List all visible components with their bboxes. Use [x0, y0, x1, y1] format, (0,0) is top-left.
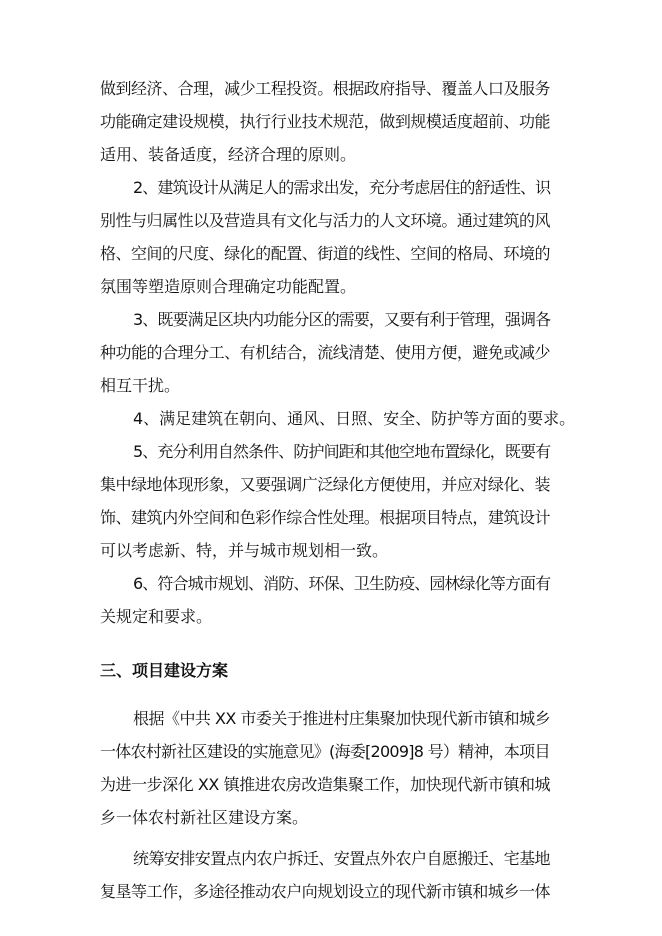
- text-line: 种功能的合理分工、有机结合，流线清楚、使用方便，避免或减少: [100, 343, 551, 362]
- text-line: 饰、建筑内外空间和色彩作综合性处理。根据项目特点，建筑设计: [100, 508, 551, 527]
- text-line: 格、空间的尺度、绿化的配置、街道的线性、空间的格局、环境的: [100, 244, 551, 263]
- text-line: 6、符合城市规划、消防、环保、卫生防疫、园林绿化等方面有: [133, 574, 551, 593]
- text-line: 别性与归属性以及营造具有文化与活力的人文环境。通过建筑的风: [100, 211, 551, 230]
- text-line: 集中绿地体现形象，又要强调广泛绿化方便使用，并应对绿化、装: [100, 475, 551, 494]
- text-line: 根据《中共 XX 市委关于推进村庄集聚加快现代新市镇和城乡: [133, 709, 551, 728]
- text-line: 乡一体农村新社区建设方案。: [100, 808, 309, 827]
- text-line: 5、充分利用自然条件、防护间距和其他空地布置绿化，既要有: [133, 442, 551, 461]
- text-line: 关规定和要求。: [100, 607, 213, 626]
- text-line: 一体农村新社区建设的实施意见》(海委[2009]8 号）精神，本项目: [100, 742, 550, 761]
- text-line: 氛围等塑造原则合理确定功能配置。: [100, 277, 357, 296]
- text-line: 功能确定建设规模，执行行业技术规范，做到规模适度超前、功能: [100, 112, 551, 131]
- text-line: 3、既要满足区块内功能分区的需要，又要有利于管理，强调各: [133, 310, 551, 329]
- text-line: 2、建筑设计从满足人的需求出发，充分考虑居住的舒适性、识: [133, 178, 551, 197]
- text-line: 为进一步深化 XX 镇推进农房改造集聚工作，加快现代新市镇和城: [100, 775, 551, 794]
- text-line: 可以考虑新、特，并与城市规划相一致。: [100, 541, 389, 560]
- text-line: 相互干扰。: [100, 376, 181, 395]
- text-line: 做到经济、合理，减少工程投资。根据政府指导、覆盖人口及服务: [100, 79, 551, 98]
- text-line: 复垦等工作，多途径推动农户向规划设立的现代新市镇和城乡一体: [100, 882, 551, 901]
- text-line: 统筹安排安置点内农户拆迁、安置点外农户自愿搬迁、宅基地: [133, 849, 551, 868]
- text-line: 4、满足建筑在朝向、通风、日照、安全、防护等方面的要求。: [133, 409, 576, 428]
- section-heading: 三、项目建设方案: [100, 661, 229, 680]
- text-line: 适用、装备适度，经济合理的原则。: [100, 145, 357, 164]
